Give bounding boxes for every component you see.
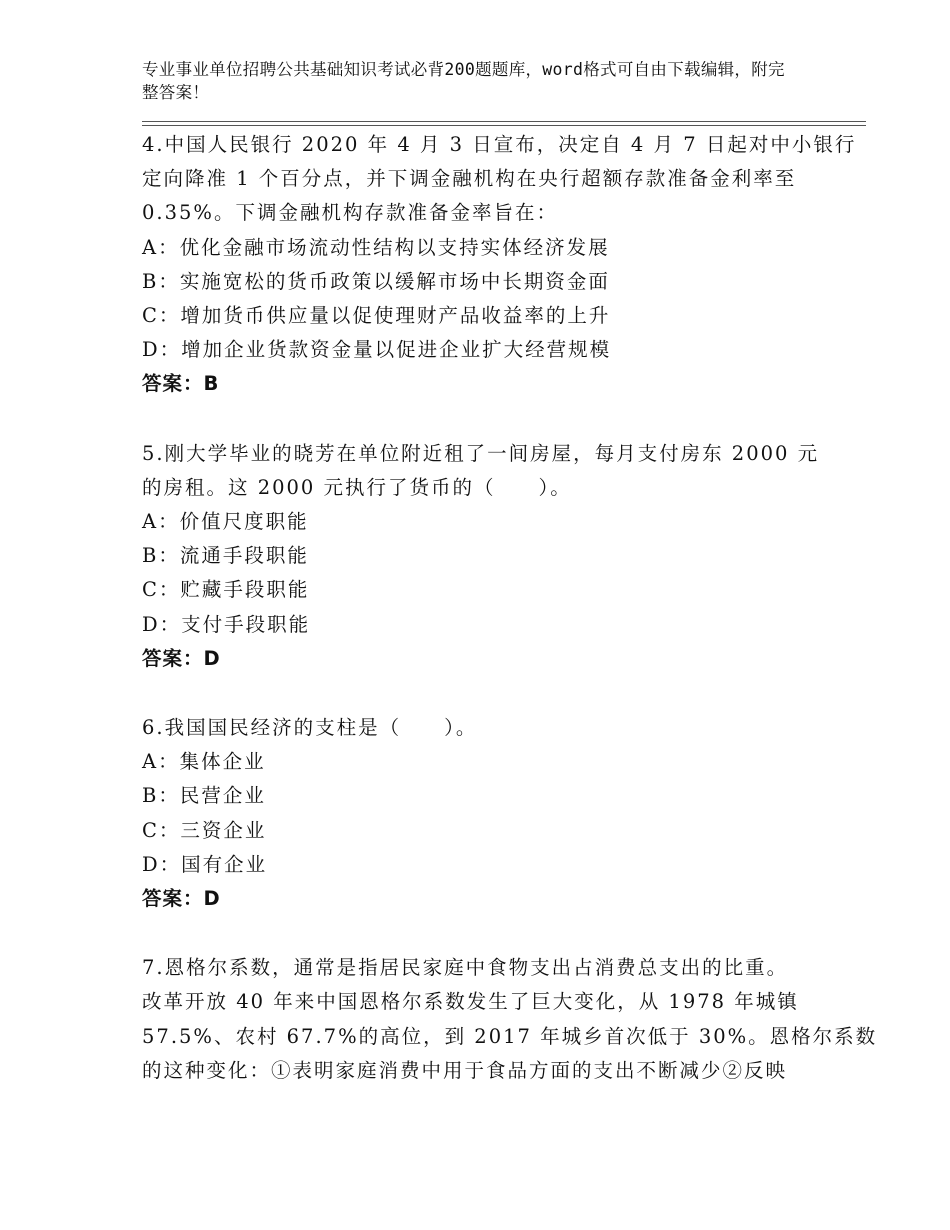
answer-label: 答案：B: [142, 372, 220, 396]
option-b: B：流通手段职能: [142, 544, 309, 568]
question-5: [142, 437, 822, 676]
option-d: D：国有企业: [142, 852, 268, 876]
option-d: D：支付手段职能: [142, 612, 311, 636]
question-stem-line: 0.35%。下调金融机构存款准备金率旨在：: [142, 201, 558, 225]
answer-label: 答案：D: [142, 646, 221, 670]
option-c: C：增加货币供应量以促使理财产品收益率的上升: [142, 304, 611, 328]
option-c: C：贮藏手段职能: [142, 578, 310, 602]
question-stem-line: 7.恩格尔系数，通常是指居民家庭中食物支出占消费总支出的比重。: [142, 956, 789, 980]
question-stem-line: 5.刚大学毕业的晓芳在单位附近租了一间房屋，每月支付房东 2000 元: [142, 441, 820, 465]
question-stem-line: 定向降准 1 个百分点，并下调金融机构在央行超额存款准备金利率至: [142, 167, 797, 191]
question-4: [142, 128, 857, 402]
question-list: [142, 128, 878, 1088]
question-stem-line: 4.中国人民银行 2020 年 4 月 3 日宣布，决定自 4 月 7 日起对中小银行: [142, 133, 857, 156]
question-stem-line: 的这种变化：①表明家庭消费中用于食品方面的支出不断减少②反映: [142, 1058, 788, 1082]
question-stem-line: 6.我国国民经济的支柱是（ ）。: [142, 716, 478, 740]
option-c: C：三资企业: [142, 818, 267, 842]
question-stem-line: 57.5%、农村 67.7%的高位，到 2017 年城乡首次低于 30%。恩格尔系数: [142, 1024, 878, 1048]
option-a: A：价值尺度职能: [142, 510, 309, 534]
option-d: D：增加企业货款资金量以促进企业扩大经营规模: [142, 338, 612, 362]
question-6: [142, 711, 822, 916]
question-7: [142, 951, 878, 1088]
document-header: 专业事业单位招聘公共基础知识考试必背200题题库，word格式可自由下载编辑，附完整答案！: [142, 60, 785, 102]
option-a: A：优化金融市场流动性结构以支持实体经济发展: [142, 235, 610, 259]
question-stem-line: 改革开放 40 年来中国恩格尔系数发生了巨大变化，从 1978 年城镇: [142, 990, 799, 1014]
header-rule-bottom: [142, 125, 866, 126]
option-b: B：实施宽松的货币政策以缓解市场中长期资金面: [142, 269, 610, 293]
header-rule-top: [142, 121, 866, 122]
option-b: B：民营企业: [142, 784, 266, 808]
answer-label: 答案：D: [142, 887, 221, 911]
option-a: A：集体企业: [142, 750, 266, 774]
question-stem-line: 的房租。这 2000 元执行了货币的（ ）。: [142, 475, 572, 499]
